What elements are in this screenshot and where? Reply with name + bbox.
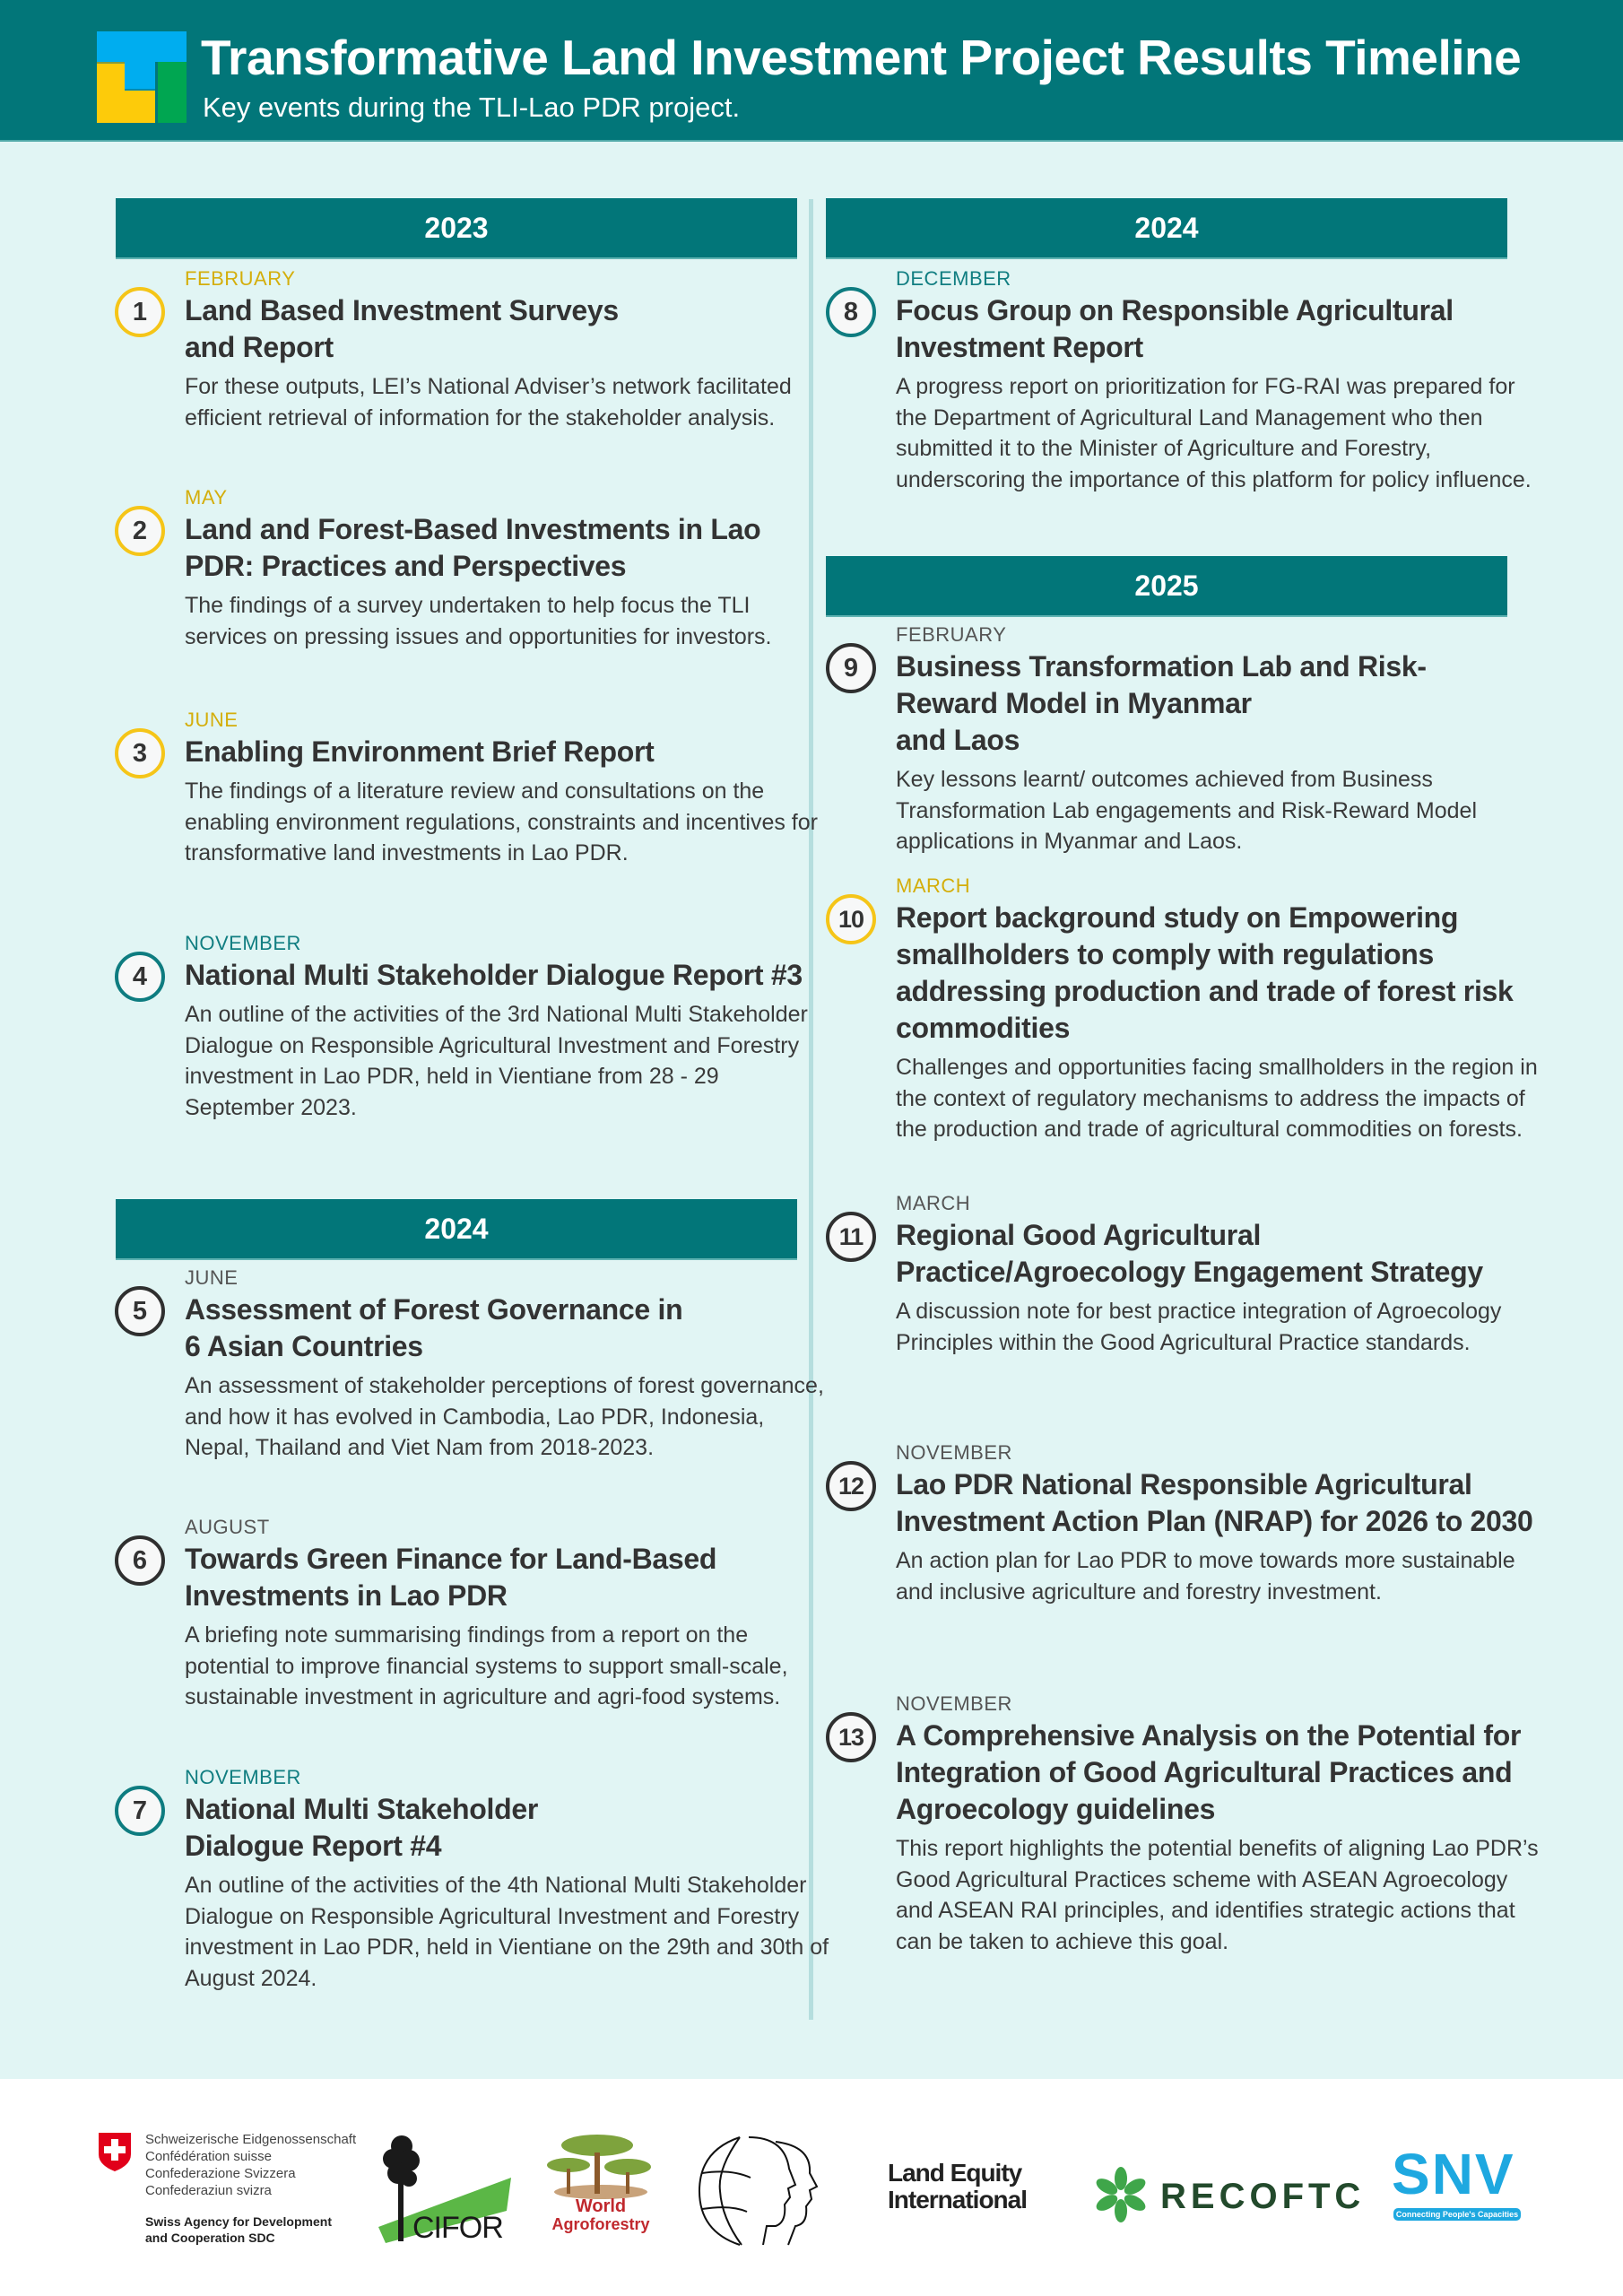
item-description: This report highlights the potential benefits of aligning Lao PDR’s Good Agricultural Practices scheme with ASEAN Agroecology and ASEAN RAI principles, and identifies strategic actions that can be taken to achieve this goal.: [896, 1836, 1539, 1954]
item-title: Land Based Investment Surveys and Report: [185, 294, 619, 363]
item-description: An outline of the activities of the 4th National Multi Stakeholder Dialogue on Responsible Agricultural Investment and Forestry investment in Lao PDR, held in Vientiane on the 29th and 30th of August 2024.: [185, 1873, 829, 1991]
number-badge-icon: 7: [115, 1786, 165, 1836]
sdc-line: Confederazione Svizzera: [145, 2166, 296, 2181]
item-description: Key lessons learnt/ outcomes achieved from Business Transformation Lab engagements and Risk-Reward Model applications in Myanmar and Laos.: [896, 767, 1478, 854]
item-description: A discussion note for best practice integration of Agroecology Principles within the Good Agricultural Practice standards.: [896, 1299, 1502, 1355]
item-month: NOVEMBER: [896, 1441, 1012, 1464]
partner-logos-footer: [0, 2079, 1623, 2296]
year-header-2024-left: 2024: [116, 1199, 797, 1260]
timeline-item-4: [132, 932, 830, 1123]
recoftc-logo: [1092, 2166, 1366, 2229]
item-description: A briefing note summarising findings from a report on the potential to improve financial systems to support small-scale, sustainable investment in agriculture and agri-food systems.: [185, 1622, 788, 1709]
item-title: Regional Good Agricultural Practice/Agroecology Engagement Strategy: [896, 1219, 1483, 1288]
number-badge-icon: 2: [115, 506, 165, 556]
item-title: Report background study on Empowering smallholders to comply with regulations addressing production and trade of forest risk commodities: [896, 901, 1514, 1044]
item-description: For these outputs, LEI’s National Adviser’s network facilitated efficient retrieval of information for the stakeholder analysis.: [185, 374, 792, 430]
timeline-item-9: [843, 623, 1541, 857]
number-badge-icon: 8: [826, 287, 876, 337]
item-month: FEBRUARY: [896, 623, 1007, 646]
lei-label-2: International: [888, 2186, 1028, 2213]
item-month: MARCH: [896, 874, 971, 897]
number-badge-icon: 1: [115, 287, 165, 337]
item-month: JUNE: [185, 1266, 239, 1289]
number-badge-icon: 4: [115, 952, 165, 1002]
item-month: NOVEMBER: [185, 932, 301, 954]
item-month: FEBRUARY: [185, 267, 296, 290]
timeline-item-12: [838, 1441, 1541, 1607]
item-description: An assessment of stakeholder perceptions of forest governance, and how it has evolved in Cambodia, Lao PDR, Indonesia, Nepal, Thailand and Viet Nam from 2018-2023.: [185, 1373, 824, 1460]
item-month: NOVEMBER: [185, 1766, 301, 1788]
timeline-item-3: [132, 709, 830, 869]
world-agroforestry-logo: [547, 2133, 655, 2240]
page-title: Transformative Land Investment Project Results Timeline: [201, 30, 1522, 85]
item-title: National Multi Stakeholder Dialogue Report #4: [185, 1793, 539, 1862]
land-equity-international-logo: [888, 2160, 1027, 2213]
sdc-line: Confederaziun svizra: [145, 2183, 272, 2198]
timeline-item-2: [132, 486, 830, 652]
timeline-item-5: [132, 1266, 830, 1464]
item-description: An action plan for Lao PDR to move towards more sustainable and inclusive agriculture and forestry investment.: [896, 1548, 1515, 1605]
page-subtitle: Key events during the TLI-Lao PDR project.: [203, 91, 741, 123]
timeline-item-8: [843, 267, 1541, 495]
item-month: NOVEMBER: [896, 1692, 1012, 1715]
year-header-2025: 2025: [826, 556, 1507, 617]
number-badge-icon: 3: [115, 728, 165, 778]
item-description: An outline of the activities of the 3rd National Multi Stakeholder Dialogue on Responsible Agricultural Investment and Forestry investment in Lao PDR, held in Vientiane from 28 - 29 September 2023.: [185, 1002, 808, 1120]
item-title: Assessment of Forest Governance in 6 Asian Countries: [185, 1293, 683, 1362]
item-title: A Comprehensive Analysis on the Potential for Integration of Good Agricultural Practices and Agroecology guidelines: [896, 1719, 1522, 1825]
item-description: A progress report on prioritization for FG-RAI was prepared for the Department of Agricultural Land Management who then submitted it to the Minister of Agriculture and Forestry, underscoring the importance of this platform for policy influence.: [896, 374, 1532, 492]
header: [0, 0, 1623, 142]
cifor-logo: [377, 2128, 511, 2245]
snv-tagline: Connecting People's Capacities: [1393, 2208, 1521, 2221]
snv-label: SNV: [1392, 2142, 1515, 2206]
sdc-line: Schweizerische Eidgenossenschaft: [145, 2132, 357, 2147]
year-header-2024-right: 2024: [826, 198, 1507, 259]
item-title: Business Transformation Lab and Risk- Reward Model in Myanmar and Laos: [896, 650, 1427, 756]
number-badge-icon: 6: [115, 1535, 165, 1586]
item-month: JUNE: [185, 709, 239, 731]
item-month: MARCH: [896, 1192, 971, 1214]
item-description: The findings of a literature review and consultations on the enabling environment regulations, constraints and incentives for transformative land investments in Lao PDR.: [185, 778, 818, 865]
globe-faces-logo-icon: [695, 2133, 847, 2249]
timeline-item-1: [132, 267, 830, 433]
snv-logo: [1392, 2142, 1524, 2224]
number-badge-icon: 9: [826, 643, 876, 693]
sdc-agency-line: and Cooperation SDC: [145, 2231, 275, 2245]
number-badge-icon: 11: [826, 1212, 876, 1262]
item-month: MAY: [185, 486, 228, 509]
recoftc-label: RECOFTC: [1160, 2177, 1366, 2216]
timeline-item-6: [132, 1516, 830, 1713]
number-badge-icon: 10: [826, 894, 876, 944]
item-title: National Multi Stakeholder Dialogue Report #3: [185, 959, 803, 991]
agroforestry-label-1: World: [575, 2196, 627, 2216]
item-title: Enabling Environment Brief Report: [185, 735, 655, 768]
item-description: The findings of a survey undertaken to help focus the TLI services on pressing issues and opportunities for investors.: [185, 593, 772, 649]
item-month: AUGUST: [185, 1516, 270, 1538]
agroforestry-trees-icon: [547, 2133, 655, 2201]
item-title: Focus Group on Responsible Agricultural Investment Report: [896, 294, 1454, 363]
year-header-2023: 2023: [116, 198, 797, 259]
sdc-agency-line: Swiss Agency for Development: [145, 2214, 332, 2229]
recoftc-leaf-icon: [1092, 2166, 1150, 2223]
item-description: Challenges and opportunities facing smallholders in the region in the context of regulatory mechanisms to address the impacts of the production and trade of agricultural commodities on forests.: [896, 1055, 1538, 1142]
item-title: Lao PDR National Responsible Agricultural Investment Action Plan (NRAP) for 2026 to 2030: [896, 1468, 1533, 1537]
lei-label-1: Land Equity: [888, 2159, 1022, 2187]
item-title: Land and Forest-Based Investments in Lao PDR: Practices and Perspectives: [185, 513, 761, 582]
number-badge-icon: 5: [115, 1286, 165, 1336]
item-month: DECEMBER: [896, 267, 1011, 290]
timeline-item-7: [132, 1766, 830, 1994]
number-badge-icon: 13: [826, 1712, 876, 1762]
item-title: Towards Green Finance for Land-Based Investments in Lao PDR: [185, 1543, 717, 1612]
sdc-line: Confédération suisse: [145, 2149, 272, 2164]
agroforestry-label-2: Agroforestry: [551, 2215, 650, 2233]
timeline-item-11: [838, 1192, 1541, 1358]
number-badge-icon: 12: [826, 1461, 876, 1511]
swiss-shield-icon: [97, 2131, 133, 2172]
timeline-item-13: [838, 1692, 1541, 1957]
cifor-label: CIFOR: [412, 2211, 503, 2245]
tli-logo-icon: [97, 31, 187, 123]
timeline-item-10: [838, 874, 1541, 1145]
